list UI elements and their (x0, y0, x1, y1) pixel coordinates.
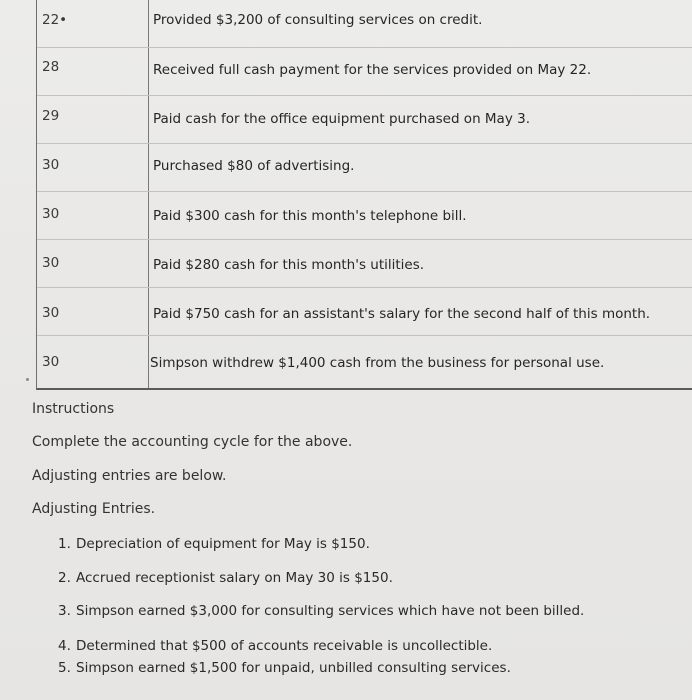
adjusting-entries-heading: Adjusting Entries. (32, 501, 156, 517)
row-description: Paid $750 cash for an assistant's salary for the second half of this month. (153, 306, 651, 322)
list-item-number: 2. (58, 570, 71, 586)
row-description: Paid $280 cash for this month's utilities. (153, 257, 425, 273)
list-item-number: 5. (58, 660, 71, 676)
list-item-text: Determined that $500 of accounts receivable is uncollectible. (76, 638, 493, 654)
list-item-number: 3. (58, 603, 71, 619)
row-description: Received full cash payment for the services provided on May 22. (153, 62, 592, 78)
bullet-mark (26, 378, 29, 381)
list-item-text: Simpson earned $3,000 for consulting services which have not been billed. (76, 603, 585, 619)
row-date: 30 (42, 157, 60, 173)
row-date: 22• (42, 12, 68, 28)
list-item-number: 4. (58, 638, 71, 654)
list-item (58, 660, 511, 676)
instructions-line: Adjusting entries are below. (32, 468, 227, 484)
list-item (58, 603, 584, 619)
table-row (37, 336, 692, 388)
list-item-text: Simpson earned $1,500 for unpaid, unbilled consulting services. (76, 660, 511, 676)
list-item (58, 638, 492, 654)
table-row (37, 48, 692, 96)
row-date: 29 (42, 108, 60, 124)
list-item (58, 570, 393, 586)
table-row (37, 240, 692, 288)
table-row (37, 288, 692, 336)
row-date: 30 (42, 206, 60, 222)
instructions-line: Complete the accounting cycle for the above. (32, 434, 353, 450)
row-description: Paid $300 cash for this month's telephone bill. (153, 208, 467, 224)
table-row (37, 96, 692, 144)
row-description: Provided $3,200 of consulting services on credit. (153, 12, 483, 28)
table-row (37, 144, 692, 192)
table-row (37, 192, 692, 240)
row-description: Simpson withdrew $1,400 cash from the business for personal use. (150, 355, 605, 371)
list-item-text: Depreciation of equipment for May is $150. (76, 536, 370, 552)
row-date: 30 (42, 354, 60, 370)
row-date: 30 (42, 255, 60, 271)
table-row (37, 0, 692, 48)
row-description: Purchased $80 of advertising. (153, 158, 355, 174)
row-date: 30 (42, 305, 60, 321)
list-item-number: 1. (58, 536, 71, 552)
row-date: 28 (42, 59, 60, 75)
list-item-text: Accrued receptionist salary on May 30 is $150. (76, 570, 393, 586)
transactions-table (36, 0, 692, 390)
instructions-heading: Instructions (32, 401, 115, 417)
list-item (58, 536, 370, 552)
row-description: Paid cash for the office equipment purchased on May 3. (153, 111, 530, 127)
